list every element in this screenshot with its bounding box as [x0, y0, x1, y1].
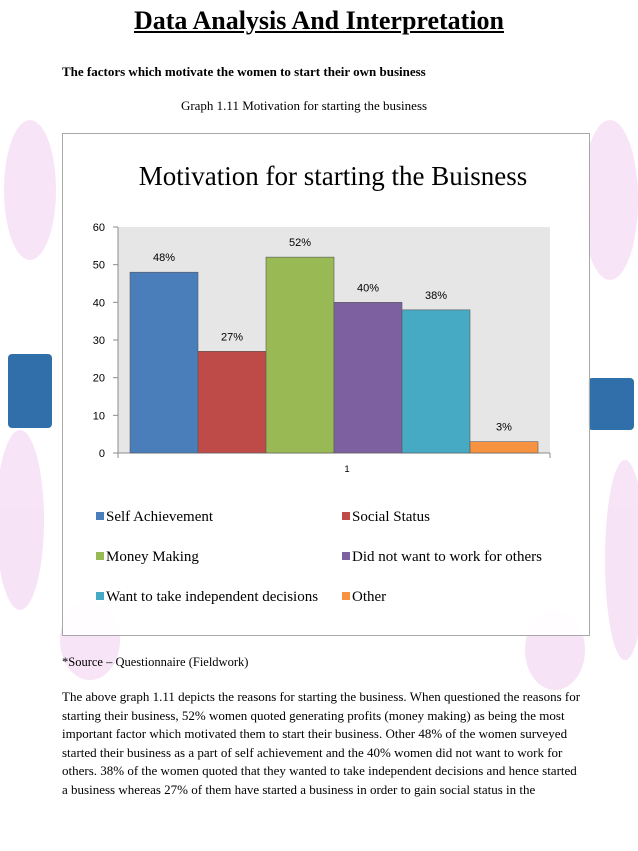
section-subheading: The factors which motivate the women to start their own business — [62, 64, 426, 79]
graph-caption: Graph 1.11 Motivation for starting the business — [180, 98, 428, 113]
bar — [130, 272, 198, 453]
bar — [266, 257, 334, 453]
bar-chart — [63, 134, 589, 635]
bar — [198, 351, 266, 453]
legend-label: Other — [352, 589, 387, 605]
body-paragraph: The above graph 1.11 depicts the reasons for starting the business. When questioned the reasons for starting their business, 52% women quoted generating profits (money making) as being the most important factor which motivated them to start their business. Other 48% of the women surveyed started their business as a part of self achievement and the 40% women did not want to work for others. 38% of the women quoted that they wanted to take independent decisions and hence started a business whereas 27% of them have started a business in order to gain social status in the — [62, 689, 581, 797]
source-note: *Source – Questionnaire (Fieldwork) — [62, 655, 249, 669]
legend-label: Did not want to work for others — [352, 549, 542, 565]
chart-container — [62, 133, 590, 636]
bar — [402, 310, 470, 453]
data-label: 48% — [152, 252, 176, 265]
data-label: 27% — [220, 331, 244, 344]
legend-label: Want to take independent decisions — [106, 589, 319, 605]
bar — [470, 442, 538, 453]
legend-swatch — [96, 552, 104, 560]
y-tick-label: 20 — [92, 372, 105, 385]
bar — [334, 302, 402, 453]
legend-swatch — [342, 512, 350, 520]
data-label: 52% — [288, 237, 312, 250]
legend-swatch — [342, 592, 350, 600]
data-label: 38% — [424, 289, 448, 302]
y-tick-label: 50 — [92, 259, 105, 272]
y-tick-label: 40 — [92, 297, 105, 310]
legend-label: Money Making — [106, 549, 199, 565]
y-tick-label: 10 — [92, 410, 105, 423]
data-label: 40% — [356, 282, 380, 295]
chart-title: Motivation for starting the Buisness — [138, 161, 528, 191]
legend-label: Social Status — [352, 509, 430, 525]
x-tick-label: 1 — [344, 464, 350, 475]
legend-swatch — [342, 552, 350, 560]
legend-label: Self Achievement — [106, 509, 214, 525]
legend-swatch — [96, 592, 104, 600]
y-tick-label: 60 — [92, 222, 105, 234]
data-label: 3% — [496, 421, 512, 434]
y-tick-label: 30 — [92, 335, 105, 347]
y-tick-label: 0 — [98, 448, 105, 460]
legend-swatch — [96, 512, 104, 520]
page-heading: Data Analysis And Interpretation — [133, 6, 505, 35]
